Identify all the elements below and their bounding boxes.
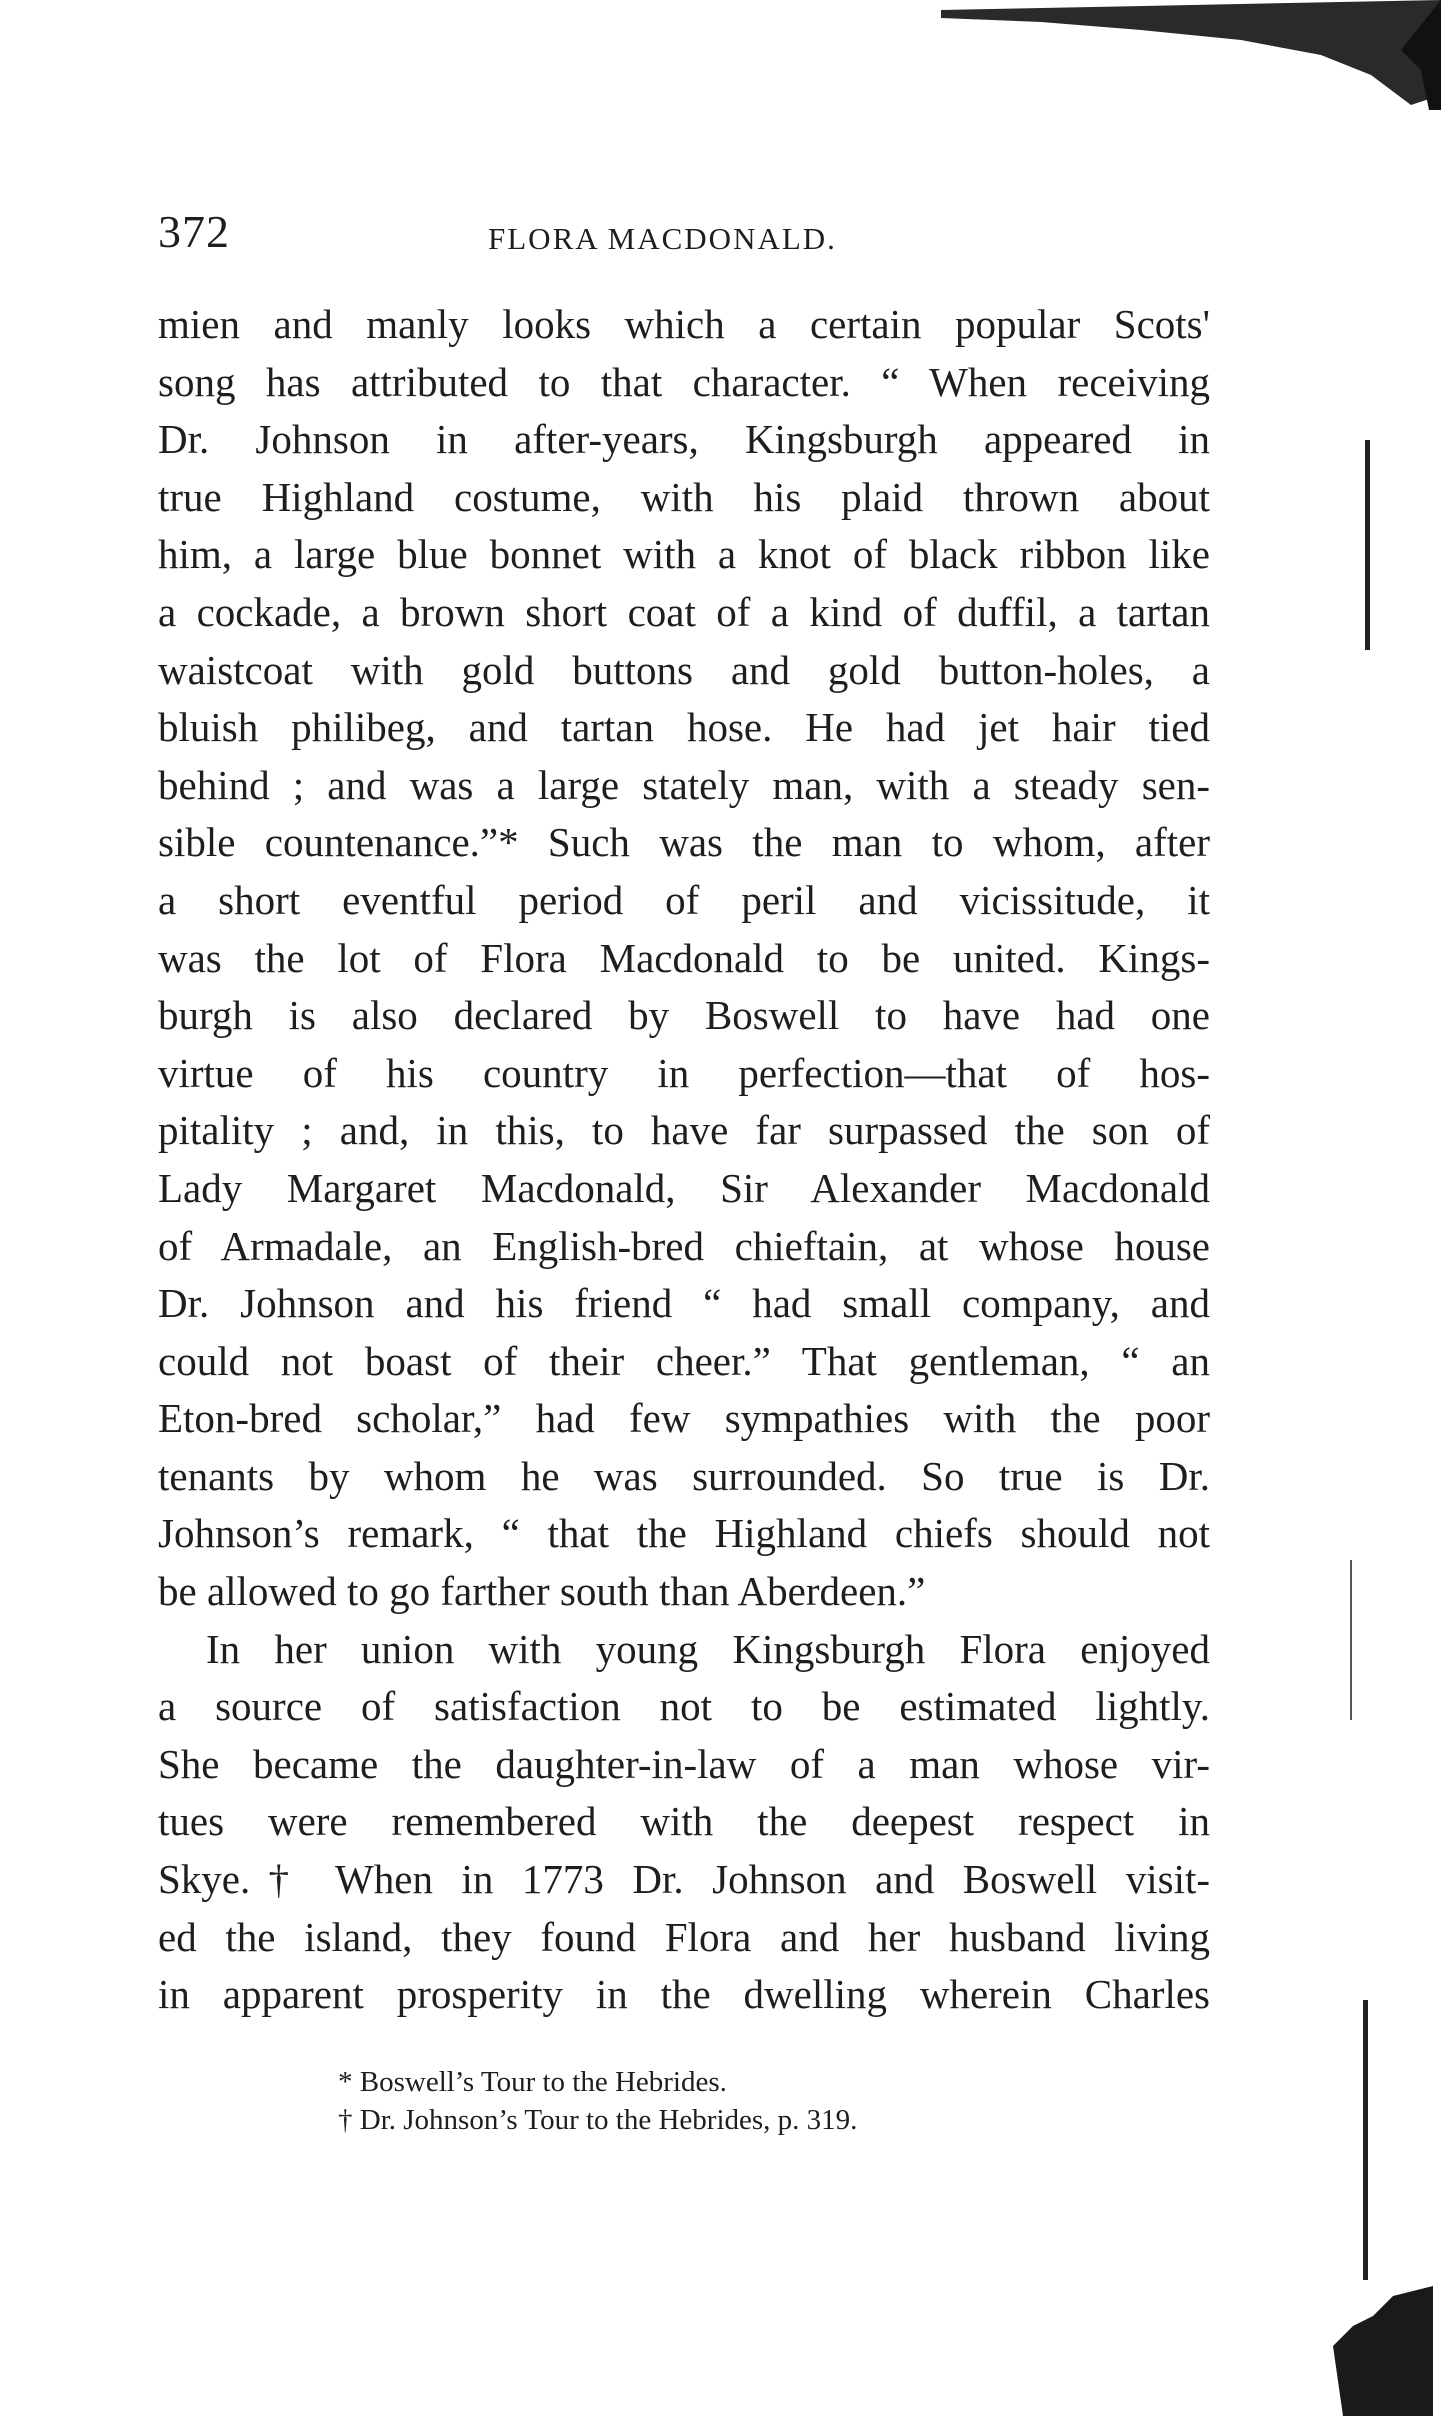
footnote: † Dr. Johnson’s Tour to the Hebrides, p. 319. [338, 2104, 858, 2136]
text-line: tenants by whom he was surrounded. So true is Dr. [158, 1452, 1210, 1499]
text-line: behind ; and was a large stately man, with a steady sen- [158, 761, 1210, 808]
body-text [158, 296, 1210, 2024]
text-line: a source of satisfaction not to be estimated lightly. [158, 1683, 1210, 1730]
text-line: true Highland costume, with his plaid thrown about [158, 473, 1210, 520]
text-line: waistcoat with gold buttons and gold button-holes, a [158, 646, 1210, 693]
footnotes [338, 2063, 1138, 2139]
scan-mark-right-2 [1350, 1560, 1352, 1720]
text-line: mien and manly looks which a certain popular Scots' [158, 301, 1210, 347]
footnote: * Boswell’s Tour to the Hebrides. [338, 2066, 727, 2098]
text-line: pitality ; and, in this, to have far surpassed the son of [158, 1107, 1210, 1154]
scan-edge-shadow-bottom [1313, 1986, 1433, 2416]
text-line: virtue of his country in perfection—that of hos- [158, 1049, 1210, 1096]
page-header [158, 205, 1208, 265]
text-line: ed the island, they found Flora and her husband living [158, 1913, 1210, 1960]
text-line: Dr. Johnson in after-years, Kingsburgh appeared in [158, 416, 1210, 463]
text-line: could not boast of their cheer.” That gentleman, “ an [158, 1337, 1210, 1384]
text-line: of Armadale, an English-bred chieftain, at whose house [158, 1222, 1210, 1269]
text-line: song has attributed to that character. “ When receiving [158, 358, 1210, 405]
text-line: Skye.† When in 1773 Dr. Johnson and Boswell visit- [158, 1856, 1210, 1903]
text-line: sible countenance.”* Such was the man to whom, after [158, 819, 1210, 866]
text-line: Johnson’s remark, “ that the Highland chiefs should not [158, 1510, 1210, 1557]
text-line: burgh is also declared by Boswell to have had one [158, 992, 1210, 1039]
text-line: was the lot of Flora Macdonald to be united. Kings- [158, 934, 1210, 981]
text-line: bluish philibeg, and tartan hose. He had jet hair tied [158, 704, 1210, 751]
scan-mark-right-1 [1365, 440, 1370, 650]
paragraph-start-line: In her union with young Kingsburgh Flora enjoyed [206, 1625, 1210, 1672]
text-line: She became the daughter-in-law of a man whose vir- [158, 1740, 1210, 1787]
text-line: in apparent prosperity in the dwelling wherein Charles [158, 1971, 1210, 2018]
page-number: 372 [158, 206, 230, 257]
text-line: Lady Margaret Macdonald, Sir Alexander Macdonald [158, 1164, 1210, 1211]
text-line: a short eventful period of peril and vicissitude, it [158, 876, 1210, 923]
text-line: tues were remembered with the deepest respect in [158, 1798, 1210, 1845]
text-line: be allowed to go farther south than Aberdeen.” [158, 1568, 926, 1615]
running-head: FLORA MACDONALD. [488, 221, 837, 256]
scan-edge-shadow-top [941, 0, 1441, 110]
text-line: Dr. Johnson and his friend “ had small company, and [158, 1280, 1210, 1327]
text-line: Eton-bred scholar,” had few sympathies with the poor [158, 1395, 1210, 1442]
text-line: him, a large blue bonnet with a knot of black ribbon like [158, 531, 1210, 578]
text-line: a cockade, a brown short coat of a kind of duffil, a tartan [158, 588, 1210, 635]
